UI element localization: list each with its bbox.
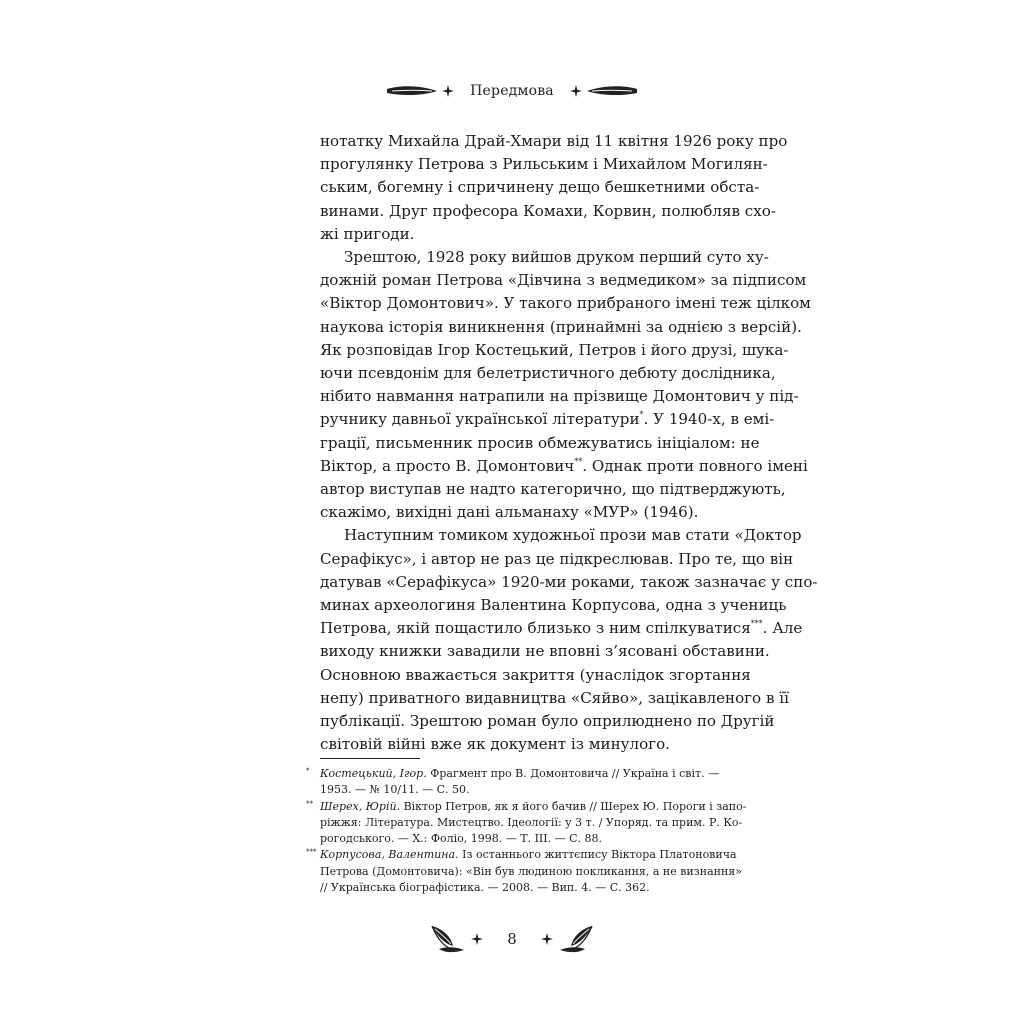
text-line: непу) приватного видавництва «Сяйво», зацікавленого в її — [320, 688, 789, 707]
leaf-icon — [586, 84, 638, 98]
footnotes — [306, 766, 747, 896]
text-line: Зрештою, 1928 року вийшов друком перший суто ху- — [344, 248, 769, 267]
text-line: Петрова (Домонтовича): «Він був людиною покликання, а не визнання» — [320, 864, 742, 878]
text-line: Наступним томиком художньої прози мав стати «Доктор — [344, 526, 802, 545]
body-text — [320, 130, 818, 756]
star-icon — [541, 933, 553, 945]
text-line: публікації. Зрештою роман було оприлюднено по Другій — [320, 712, 775, 731]
text-line: наукова історія виникнення (принаймні за однією з версій). — [320, 317, 802, 336]
paragraph-2 — [320, 246, 811, 524]
running-header — [0, 76, 1024, 106]
footnote-author: Костецький, Ігор. — [320, 767, 427, 780]
leaf-icon — [429, 924, 465, 954]
text-line — [320, 766, 718, 782]
page-footer — [0, 922, 1024, 956]
star-icon — [442, 85, 454, 97]
text-line: нотатку Михайла Драй-Хмари від 11 квітня 1926 року про — [320, 132, 788, 150]
text-line — [320, 455, 808, 478]
running-title: Передмова — [470, 83, 554, 99]
text-line: дожній роман Петрова «Дівчина з ведмедиком» за підписом — [320, 271, 807, 290]
text-line: «Віктор Домонтович». У такого прибраного імені теж цілком — [320, 294, 811, 313]
text-line: Серафікус», і автор не раз це підкреслював. Про те, що він — [320, 549, 794, 568]
leaf-icon — [559, 924, 595, 954]
text-line: скажімо, вихідні дані альманаху «МУР» (1946). — [320, 503, 699, 522]
text-fragment: Віктор, а просто В. Домонтович — [320, 456, 575, 475]
paragraph-1 — [320, 130, 788, 246]
text-line — [320, 408, 775, 431]
footnote-marker: * — [306, 767, 310, 775]
star-icon — [471, 933, 483, 945]
leaf-icon — [386, 84, 438, 98]
text-line — [320, 799, 747, 815]
text-line: Як розповідав Ігор Костецький, Петров і його друзі, шука- — [320, 340, 789, 359]
text-fragment: . Однак проти повного імені — [582, 456, 808, 475]
text-line: світовій війні вже як документ із минулого. — [320, 735, 670, 754]
text-fragment: . У 1940-х, в емі- — [643, 410, 775, 429]
text-fragment: ручнику давньої української літератури — [320, 410, 640, 429]
text-line: виходу книжки завадили не вповні з’ясовані обставини. — [320, 642, 770, 661]
text-line: // Українська біографістика. — 2008. — Вип. 4. — С. 362. — [320, 881, 650, 895]
text-line: 1953. — № 10/11. — С. 50. — [320, 783, 470, 797]
footnote-author: Корпусова, Валентина. — [320, 848, 459, 862]
footnote-author: Шерех, Юрій. — [320, 799, 401, 813]
text-line: винами. Друг професора Комахи, Корвин, полюбляв схо- — [320, 201, 776, 220]
text-line: минах археологиня Валентина Корпусова, одна з учениць — [320, 596, 787, 615]
text-line: нібито навмання натрапили на прізвище Домонтович у під- — [320, 387, 799, 406]
text-line: автор виступав не надто категорично, що підтверджують, — [320, 480, 786, 499]
footnote-2 — [306, 799, 747, 848]
page-number: 8 — [507, 930, 517, 948]
footnote-ref-1[interactable]: * — [639, 410, 644, 420]
footnote-marker: *** — [306, 848, 317, 857]
star-icon — [570, 85, 582, 97]
text-line — [320, 617, 803, 640]
text-line: рогодського. — Х.: Фоліо, 1998. — Т. ІІІ. — С. 88. — [320, 832, 602, 846]
text-line: ріжжя: Література. Мистецтво. Ідеології: у 3 т. / Упоряд. та прим. Р. Ко- — [320, 815, 743, 829]
footnote-1 — [306, 766, 718, 799]
paragraph-3 — [320, 524, 818, 756]
text-fragment: Віктор Петров, як я його бачив // Шерех Ю. Пороги і запо- — [400, 799, 747, 813]
text-line: ючи псевдонім для белетристичного дебюту дослідника, — [320, 364, 776, 383]
footnote-ref-3[interactable]: *** — [750, 619, 763, 629]
footnote-3 — [306, 847, 742, 896]
text-line: Основною вважається закриття (унаслідок згортання — [320, 665, 751, 684]
text-line: жі пригоди. — [320, 224, 415, 243]
footnote-ref-2[interactable]: ** — [574, 456, 583, 466]
text-line: прогулянку Петрова з Рильським і Михайлом Могилян- — [320, 155, 768, 174]
text-fragment: . Але — [762, 619, 803, 638]
text-fragment: Фрагмент про В. Домонтовича // Україна і світ. — — [426, 767, 720, 780]
footnote-marker: ** — [306, 799, 313, 808]
text-line: датував «Серафікуса» 1920-ми роками, також зазначає у спо- — [320, 572, 818, 591]
text-fragment: Із останнього життєпису Віктора Платоновича — [458, 848, 737, 862]
footnote-divider — [320, 758, 420, 759]
text-line: грації, письменник просив обмежуватись ініціалом: не — [320, 433, 760, 452]
text-line — [320, 847, 737, 863]
text-fragment: Петрова, якій пощастило близько з ним спілкуватися — [320, 619, 751, 638]
text-line: ським, богемну і спричинену дещо бешкетними обста- — [320, 178, 760, 197]
